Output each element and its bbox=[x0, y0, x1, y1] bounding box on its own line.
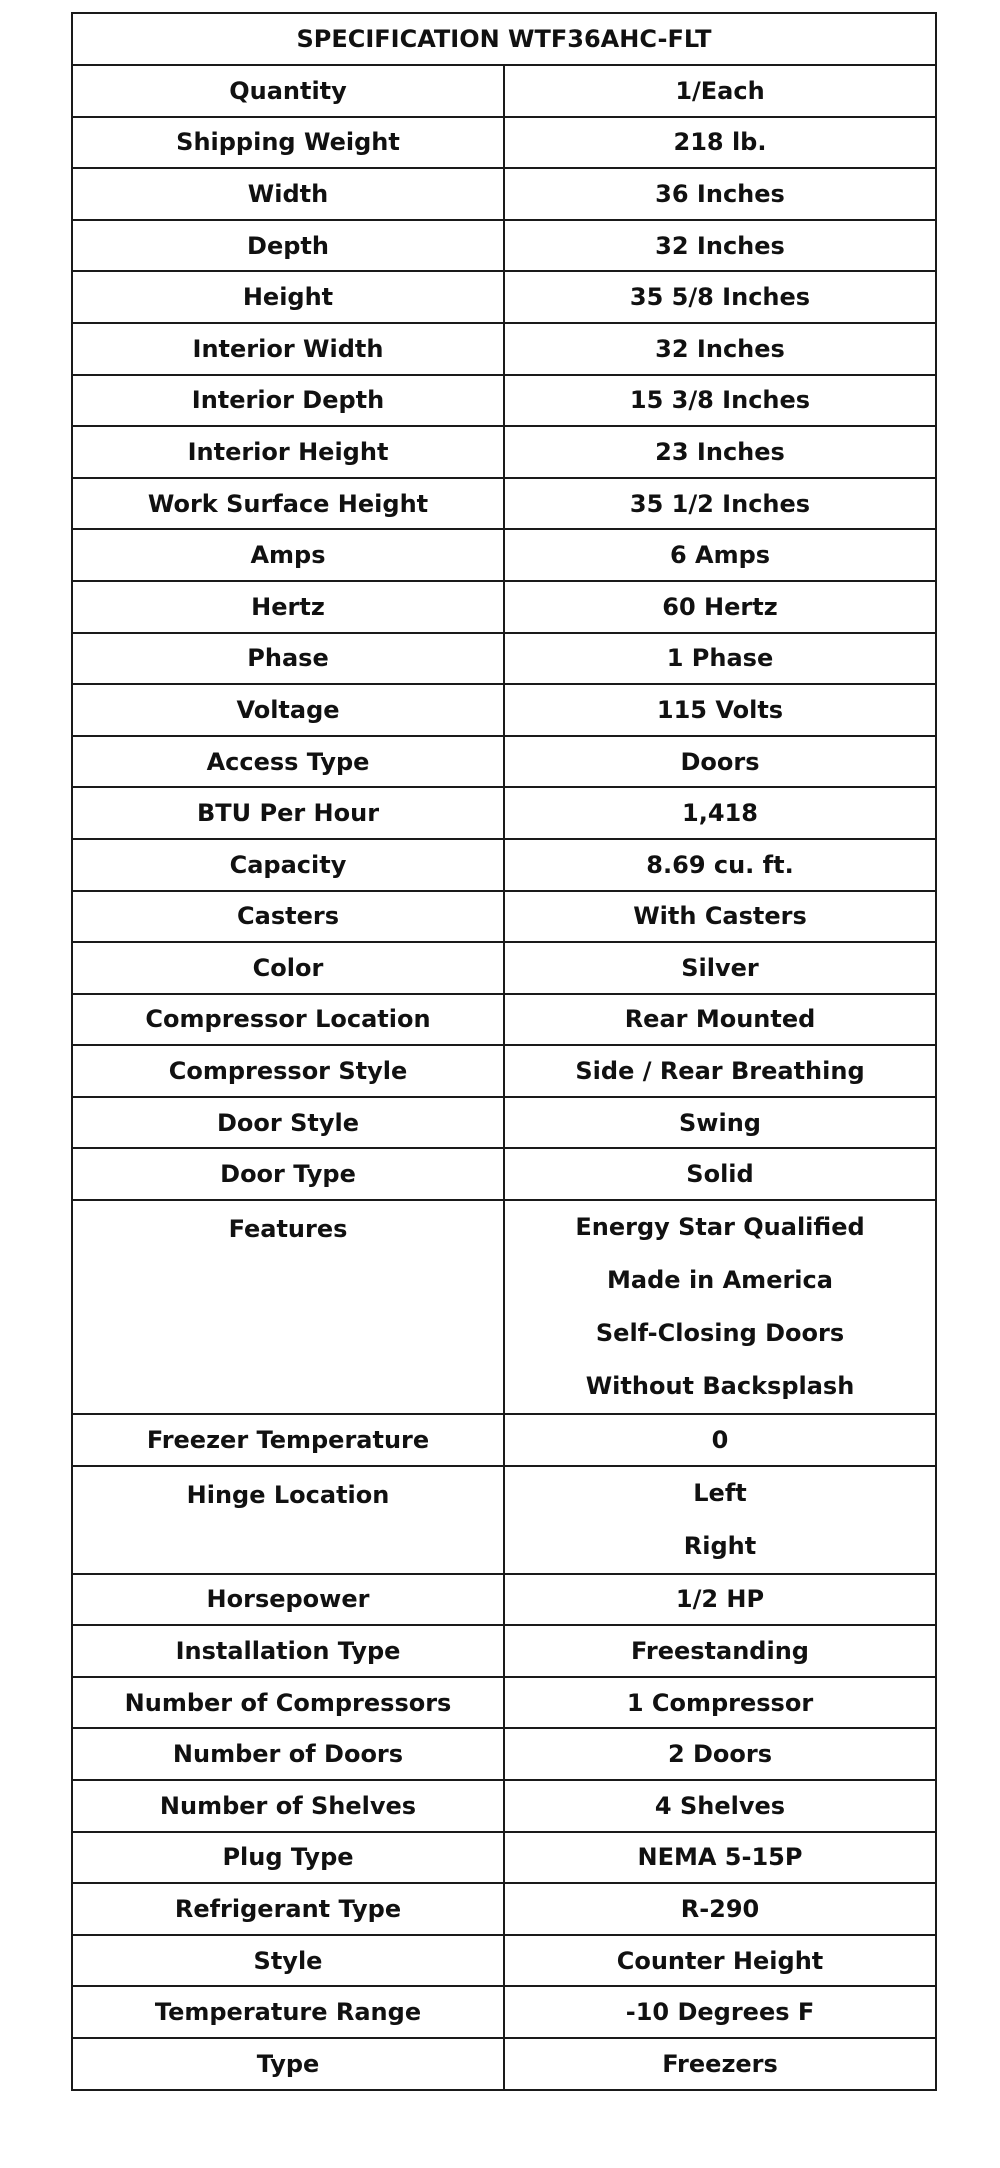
spec-value-cell bbox=[504, 1045, 936, 1097]
spec-value-cell bbox=[504, 1574, 936, 1626]
spec-value-cell bbox=[504, 736, 936, 788]
table-row bbox=[72, 736, 936, 788]
spec-value-cell bbox=[504, 1625, 936, 1677]
table-row bbox=[72, 1625, 936, 1677]
spec-value: 1 Compressor bbox=[626, 1688, 814, 1717]
spec-label: Interior Height bbox=[72, 426, 504, 478]
spec-label: Features bbox=[72, 1200, 504, 1414]
spec-value: Self-Closing Doors bbox=[595, 1319, 845, 1348]
spec-value-cell bbox=[504, 529, 936, 581]
table-row bbox=[72, 787, 936, 839]
table-row bbox=[72, 1045, 936, 1097]
table-row bbox=[72, 65, 936, 117]
spec-value-cell bbox=[504, 478, 936, 530]
spec-value: 218 lb. bbox=[673, 128, 767, 157]
spec-label: Voltage bbox=[72, 684, 504, 736]
spec-value-cell bbox=[504, 220, 936, 272]
table-row bbox=[72, 1414, 936, 1466]
table-row bbox=[72, 1883, 936, 1935]
spec-label: Refrigerant Type bbox=[72, 1883, 504, 1935]
spec-value-cell bbox=[504, 1466, 936, 1574]
spec-value-cell bbox=[504, 1148, 936, 1200]
spec-value-cell bbox=[504, 271, 936, 323]
spec-value: With Casters bbox=[633, 902, 807, 931]
table-row bbox=[72, 994, 936, 1046]
spec-value-cell bbox=[504, 375, 936, 427]
table-row bbox=[72, 1935, 936, 1987]
table-row bbox=[72, 684, 936, 736]
spec-label: Temperature Range bbox=[72, 1986, 504, 2038]
table-row bbox=[72, 581, 936, 633]
spec-value: Rear Mounted bbox=[624, 1005, 816, 1034]
spec-label: Door Style bbox=[72, 1097, 504, 1149]
table-row bbox=[72, 271, 936, 323]
spec-value: Side / Rear Breathing bbox=[575, 1057, 865, 1086]
spec-value-cell bbox=[504, 1883, 936, 1935]
spec-value: 1/2 HP bbox=[675, 1585, 765, 1614]
spec-value: 1,418 bbox=[682, 799, 758, 828]
spec-value-cell bbox=[504, 1097, 936, 1149]
table-row bbox=[72, 529, 936, 581]
table-title-row bbox=[72, 13, 936, 65]
spec-value: Left bbox=[693, 1478, 747, 1507]
table-title: SPECIFICATION WTF36AHC-FLT bbox=[72, 13, 936, 65]
spec-label: Horsepower bbox=[72, 1574, 504, 1626]
spec-value-cell bbox=[504, 787, 936, 839]
spec-value-cell bbox=[504, 1414, 936, 1466]
table-row bbox=[72, 1148, 936, 1200]
spec-label: Capacity bbox=[72, 839, 504, 891]
spec-value: 8.69 cu. ft. bbox=[646, 850, 794, 879]
spec-value: -10 Degrees F bbox=[625, 1998, 815, 2027]
spec-label: BTU Per Hour bbox=[72, 787, 504, 839]
table-row bbox=[72, 2038, 936, 2090]
spec-value: 115 Volts bbox=[656, 695, 784, 724]
spec-value-cell bbox=[504, 323, 936, 375]
table-row bbox=[72, 1780, 936, 1832]
spec-label: Color bbox=[72, 942, 504, 994]
spec-label: Installation Type bbox=[72, 1625, 504, 1677]
table-row bbox=[72, 1574, 936, 1626]
spec-value-cell bbox=[504, 994, 936, 1046]
spec-value-cell bbox=[504, 1780, 936, 1832]
spec-label: Depth bbox=[72, 220, 504, 272]
spec-value: 23 Inches bbox=[655, 437, 785, 466]
spec-value: 1 Phase bbox=[666, 644, 774, 673]
spec-value-cell bbox=[504, 1200, 936, 1414]
spec-label: Work Surface Height bbox=[72, 478, 504, 530]
spec-value: 32 Inches bbox=[655, 334, 785, 363]
table-row bbox=[72, 1728, 936, 1780]
spec-label: Shipping Weight bbox=[72, 117, 504, 169]
spec-label: Freezer Temperature bbox=[72, 1414, 504, 1466]
spec-value: Without Backsplash bbox=[585, 1372, 855, 1401]
table-row bbox=[72, 1832, 936, 1884]
spec-value-cell bbox=[504, 1832, 936, 1884]
spec-value: 2 Doors bbox=[667, 1740, 773, 1769]
table-row bbox=[72, 426, 936, 478]
spec-value: Right bbox=[683, 1531, 757, 1560]
specification-table-body bbox=[72, 13, 936, 2090]
spec-label: Number of Doors bbox=[72, 1728, 504, 1780]
table-row bbox=[72, 323, 936, 375]
specification-table bbox=[71, 12, 937, 2091]
spec-value-cell bbox=[504, 684, 936, 736]
spec-value: Solid bbox=[686, 1160, 754, 1189]
spec-value: Energy Star Qualified bbox=[575, 1213, 865, 1242]
spec-value: 1/Each bbox=[675, 76, 765, 105]
spec-value: Doors bbox=[680, 747, 760, 776]
spec-label: Compressor Location bbox=[72, 994, 504, 1046]
spec-label: Height bbox=[72, 271, 504, 323]
spec-label: Style bbox=[72, 1935, 504, 1987]
spec-value: 35 5/8 Inches bbox=[629, 283, 811, 312]
table-row bbox=[72, 633, 936, 685]
spec-value-cell bbox=[504, 1935, 936, 1987]
spec-value: Swing bbox=[679, 1108, 761, 1137]
spec-value-cell bbox=[504, 1986, 936, 2038]
table-row bbox=[72, 1466, 936, 1574]
spec-value: Silver bbox=[681, 953, 759, 982]
table-row bbox=[72, 891, 936, 943]
spec-label: Number of Shelves bbox=[72, 1780, 504, 1832]
table-row bbox=[72, 168, 936, 220]
spec-value: Made in America bbox=[607, 1266, 833, 1295]
spec-value-cell bbox=[504, 426, 936, 478]
spec-value-cell bbox=[504, 581, 936, 633]
table-row bbox=[72, 220, 936, 272]
spec-value-cell bbox=[504, 839, 936, 891]
spec-value: 6 Amps bbox=[669, 541, 771, 570]
spec-label: Access Type bbox=[72, 736, 504, 788]
spec-value: R-290 bbox=[680, 1895, 760, 1924]
spec-value: 4 Shelves bbox=[654, 1791, 786, 1820]
spec-value-cell bbox=[504, 633, 936, 685]
spec-value-cell bbox=[504, 942, 936, 994]
table-row bbox=[72, 1097, 936, 1149]
spec-value-cell bbox=[504, 2038, 936, 2090]
spec-value-cell bbox=[504, 65, 936, 117]
spec-value-cell bbox=[504, 1677, 936, 1729]
spec-label: Plug Type bbox=[72, 1832, 504, 1884]
table-row bbox=[72, 117, 936, 169]
spec-label: Number of Compressors bbox=[72, 1677, 504, 1729]
table-row bbox=[72, 478, 936, 530]
spec-label: Type bbox=[72, 2038, 504, 2090]
spec-label: Casters bbox=[72, 891, 504, 943]
spec-label: Amps bbox=[72, 529, 504, 581]
spec-label: Door Type bbox=[72, 1148, 504, 1200]
spec-label: Quantity bbox=[72, 65, 504, 117]
table-row bbox=[72, 942, 936, 994]
spec-value: 35 1/2 Inches bbox=[629, 489, 811, 518]
spec-value: Freezers bbox=[662, 2049, 778, 2078]
spec-value: NEMA 5-15P bbox=[637, 1843, 803, 1872]
spec-label: Interior Depth bbox=[72, 375, 504, 427]
spec-value-cell bbox=[504, 891, 936, 943]
table-row bbox=[72, 1986, 936, 2038]
spec-label: Hertz bbox=[72, 581, 504, 633]
table-row bbox=[72, 375, 936, 427]
spec-value: 15 3/8 Inches bbox=[629, 386, 811, 415]
spec-value: 36 Inches bbox=[655, 179, 785, 208]
spec-label: Hinge Location bbox=[72, 1466, 504, 1574]
table-row bbox=[72, 1677, 936, 1729]
spec-value: Freestanding bbox=[631, 1637, 809, 1666]
table-row bbox=[72, 1200, 936, 1414]
spec-label: Compressor Style bbox=[72, 1045, 504, 1097]
spec-label: Interior Width bbox=[72, 323, 504, 375]
spec-value: Counter Height bbox=[616, 1946, 824, 1975]
spec-value: 32 Inches bbox=[655, 231, 785, 260]
spec-value: 0 bbox=[711, 1425, 729, 1454]
spec-value: 60 Hertz bbox=[662, 592, 778, 621]
spec-value-cell bbox=[504, 117, 936, 169]
spec-label: Phase bbox=[72, 633, 504, 685]
table-row bbox=[72, 839, 936, 891]
spec-value-cell bbox=[504, 1728, 936, 1780]
spec-label: Width bbox=[72, 168, 504, 220]
spec-value-cell bbox=[504, 168, 936, 220]
